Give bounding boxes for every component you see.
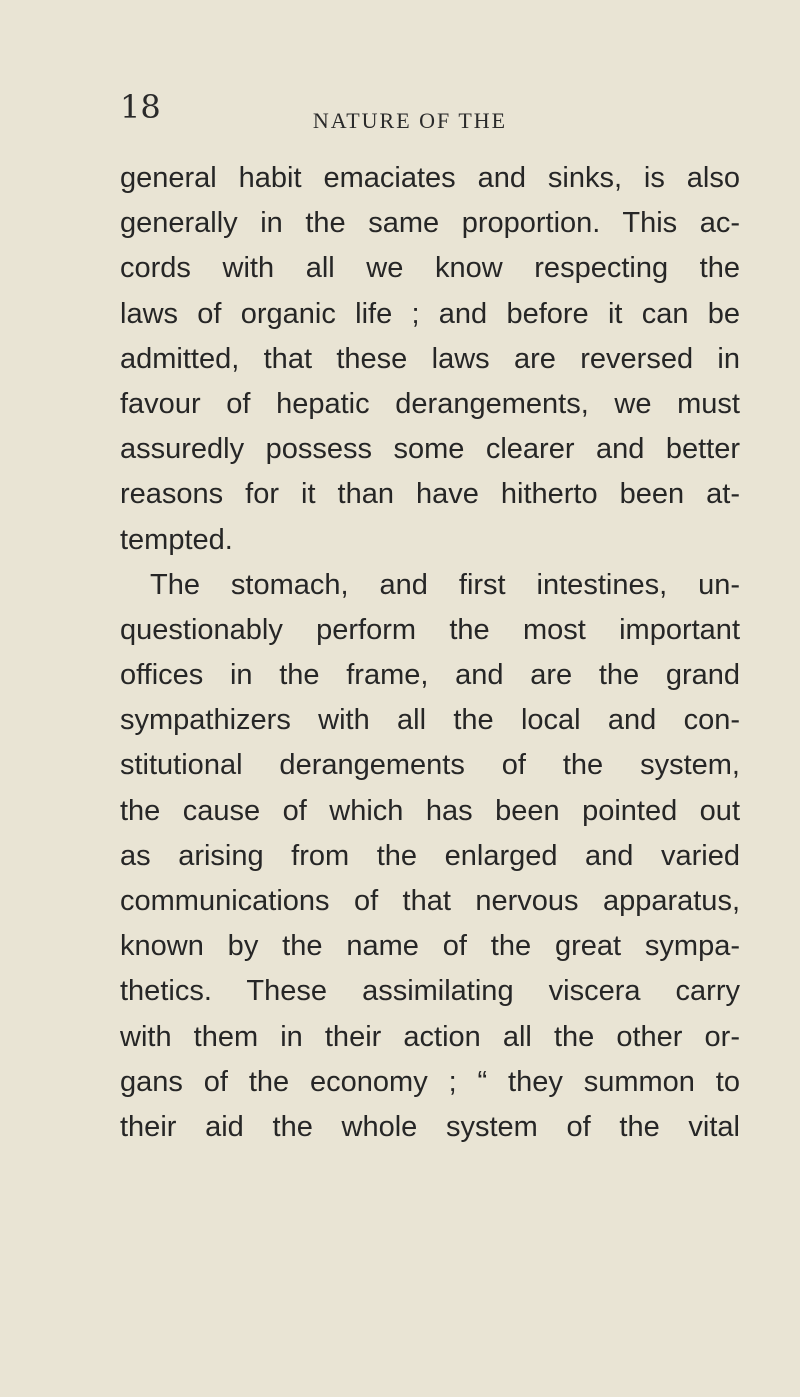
text-line: admitted, that these laws are reversed in bbox=[120, 342, 740, 375]
text-line: laws of organic life ; and before it can be bbox=[120, 297, 740, 330]
text-line: cords with all we know respecting the bbox=[120, 252, 740, 285]
text-line: with them in their action all the other or- bbox=[120, 1020, 740, 1053]
body-text bbox=[120, 156, 740, 1150]
text-line: assuredly possess some clearer and better bbox=[120, 433, 740, 466]
text-line: questionably perform the most important bbox=[120, 613, 740, 646]
text-line: generally in the same proportion. This ac- bbox=[120, 207, 740, 240]
text-line: their aid the whole system of the vital bbox=[120, 1110, 740, 1143]
text-line: tempted. bbox=[120, 523, 233, 556]
text-line: favour of hepatic derangements, we must bbox=[120, 387, 740, 420]
text-line: the cause of which has been pointed out bbox=[120, 794, 740, 827]
text-line: sympathizers with all the local and con- bbox=[120, 704, 740, 737]
text-line: communications of that nervous apparatus, bbox=[120, 885, 740, 917]
text-line: reasons for it than have hitherto been at- bbox=[120, 478, 740, 511]
text-line: general habit emaciates and sinks, is also bbox=[120, 162, 740, 194]
text-line: stitutional derangements of the system, bbox=[120, 749, 740, 782]
text-line: gans of the economy ; “ they summon to bbox=[120, 1065, 740, 1098]
text-line: as arising from the enlarged and varied bbox=[120, 839, 740, 872]
running-head: NATURE OF THE bbox=[312, 108, 508, 133]
text-line: thetics. These assimilating viscera carry bbox=[120, 975, 740, 1008]
page-number: 18 bbox=[120, 88, 161, 126]
text-line: known by the name of the great sympa- bbox=[120, 930, 740, 963]
text-line: offices in the frame, and are the grand bbox=[120, 659, 740, 692]
text-line: The stomach, and first intestines, un- bbox=[150, 568, 740, 601]
